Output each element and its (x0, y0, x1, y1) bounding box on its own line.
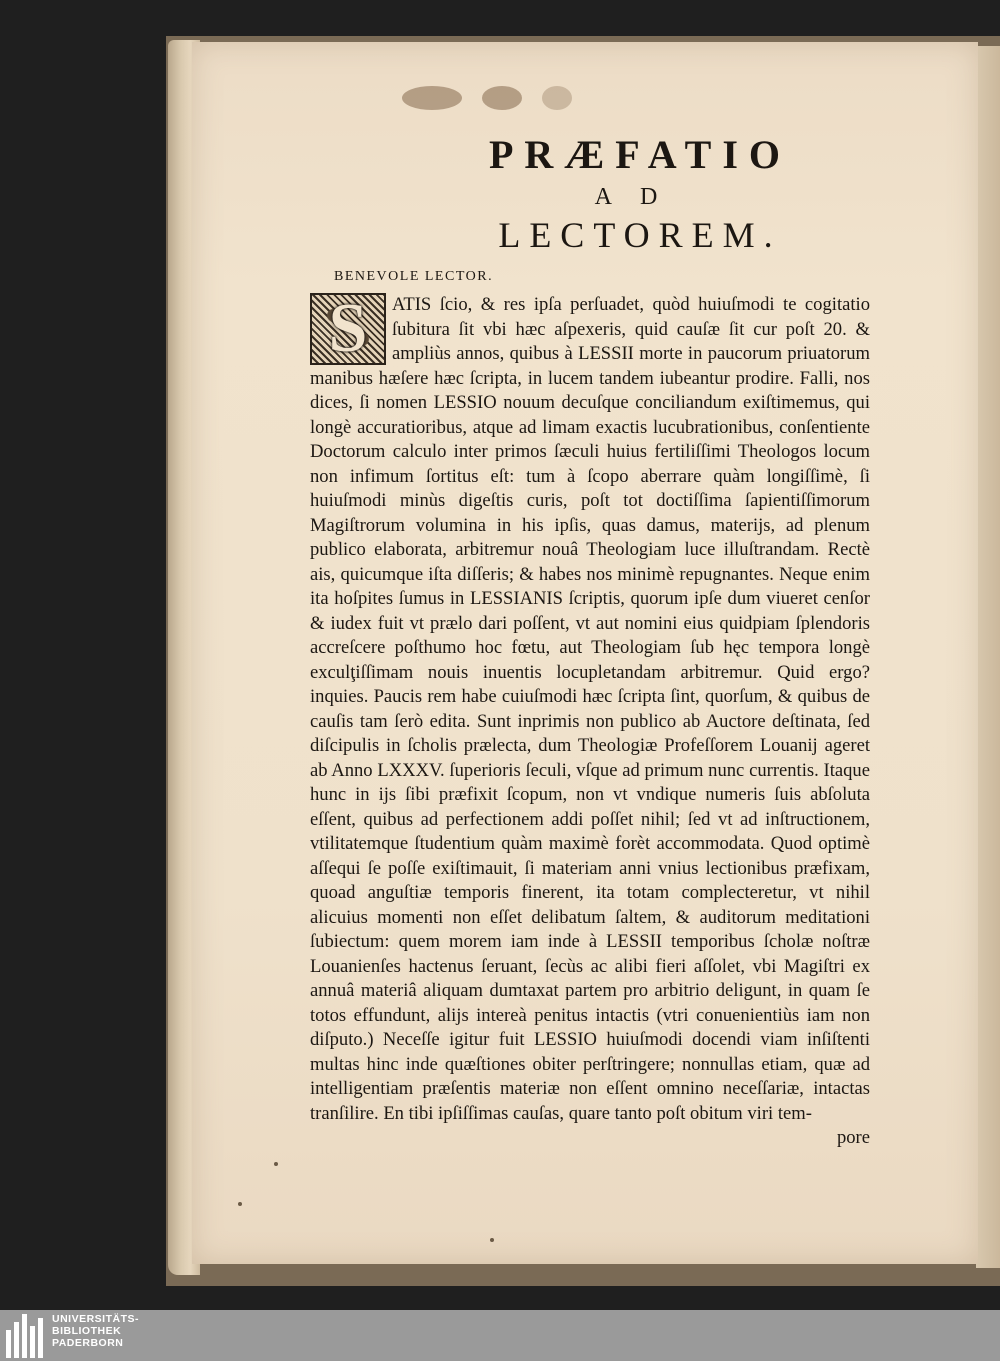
library-logo-text (52, 1313, 139, 1349)
page-content (310, 132, 870, 1151)
paper-speck (490, 1238, 494, 1242)
logo-line: UNIVERSITÄTS- (52, 1313, 140, 1325)
title-ad: AD (594, 184, 686, 210)
decorated-initial (310, 290, 386, 368)
body-paragraph (310, 290, 870, 1126)
body-text: ATIS ſcio, & res ipſa perſuadet, quòd huiuſmodi te cogitatio ſubitura ſit vbi hæc aſpexeris, quid cauſæ ſit cur poſt 20. & ampliùs annos, quibus à LESSII morte in paucorum priuatorum manibus hæſere hæc ſcripta, in lucem tandem iubeantur prodire. Falli, nos dices, ſi nomen LESSIO nouum decuſque conciliandum exiſtimemus, qui longè accuratioribus, atque ad limam exactis lucubrationibus, conſentiente Doctorum calculo inter primos ſæculi huius fertiliſſimi Theologos locum non infimum ſortitus eſt: tum à ſcopo aberrare quàm longiſſimè, ſi huiuſmodi minùs digeſtis curis, poſt tot doctiſſima ſapientiſſimorum Magiſtrorum volumina in his ipſis, quas damus, materijs, ad plenum publico elaborata, arbitremur nouâ Theologiam luce illuſtrandam. Rectè ais, quicumque iſta diſſeris; & habes nos minimè repugnantes. Neque enim ita hoſpites ſumus in LESSIANIS ſcriptis, quorum ipſe dum viueret cenſor & iudex fuit vt prælo dari poſſent, vt aut nomini eius quidpiam ſplendoris accreſcere poſthumo hoc fœtu, aut Theologiam ſub hęc tempora longè exculţiſſimam nouis inuentis locupletandam arbitremur. Quid ergo? inquies. Paucis rem habe cuiuſmodi hæc ſcripta ſint, quorſum, & quibus de cauſis tam ſerò edita. Sunt inprimis non publico ab Auctore deſtinata, ſed diſcipulis in ſcholis prælecta, dum Theologiæ Profeſſorem Louanij ageret ab Anno LXXXV. ſuperioris ſeculi, vſque ad primum nunc currentis. Itaque hunc in ijs ſibi præfixit ſcopum, non vt vndique numeris ſuis abſoluta eſſent, quibus ad perfectionem addi poſſet nihil; ſed vt ad inſtructionem, vtilitatemque ſtudentium quàm maximè forèt accommodata. Quod optimè aſſequi ſe poſſe exiſtimauit, ſi materiam anni vnius lectionibus præfixam, quoad anguſtiæ temporis finerent, ita totam complecteretur, vt nihil alicuius momenti non eſſet delibatum ſaltem, & auditorum meditationi ſubiectum: quem morem iam inde à LESSII temporibus ſcholæ noſtræ Louanienſes hactenus ſeruant, ſecùs ac alibi fieri aſſolet, vbi Magiſtri ex annuâ materiâ aliquam dumtaxat partem pro arbitrio deligunt, in quam ſe totos effundunt, alijs intereà penitus intactis (vtri conuenientiùs iam non diſputo.) Neceſſe igitur fuit LESSIO huiuſmodi docendi viam inſiſtenti multas hinc inde quæſtiones obiter perſtringere; nonnullas etiam, quæ ad intelligentiam præſentis materiæ non eſſent omnino neceſſariæ, intactas tranſilire. En tibi ipſiſſimas cauſas, quare tanto poſt obitum viri tem- (310, 294, 870, 1124)
page-stain (482, 86, 522, 110)
catchword: pore (836, 1127, 870, 1149)
footer-bar (0, 1310, 1000, 1361)
logo-line: BIBLIOTHEK (52, 1325, 122, 1337)
page-right-edge (976, 46, 1000, 1268)
paper-speck (238, 1202, 242, 1206)
greeting: BENEVOLE LECTOR. (334, 269, 494, 285)
title-lectorem: LECTOREM. (498, 214, 782, 255)
page-stain (542, 86, 572, 110)
page-stain (402, 86, 462, 110)
page-title: PRÆFATIO (488, 132, 792, 177)
logo-line: PADERBORN (52, 1337, 124, 1349)
library-logo-icon (6, 1312, 46, 1358)
initial-letter: S (328, 290, 368, 368)
paper-speck (274, 1162, 278, 1166)
